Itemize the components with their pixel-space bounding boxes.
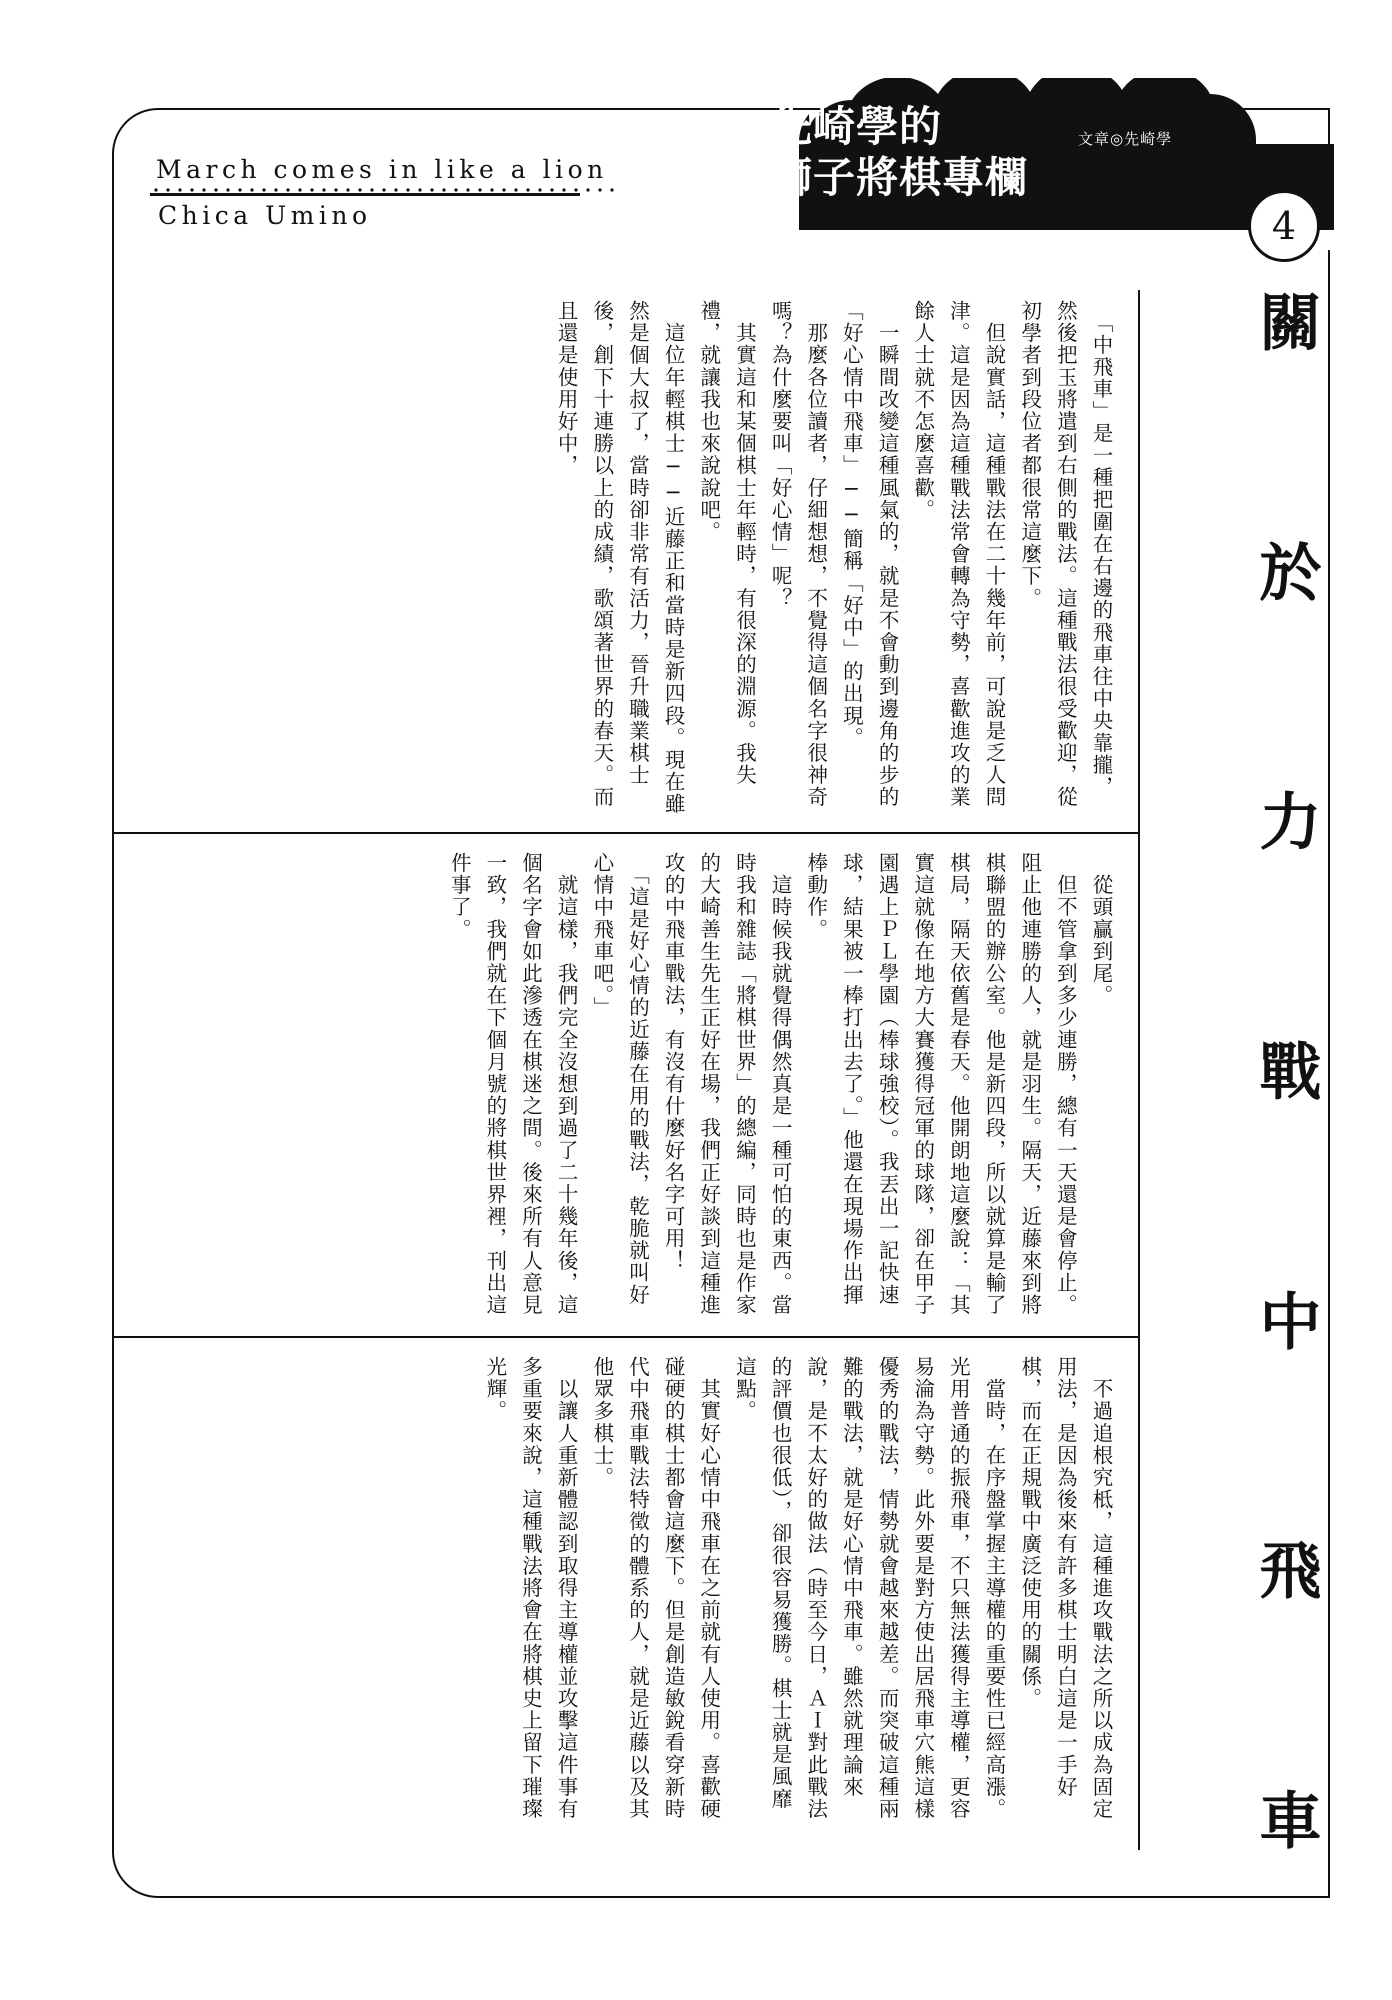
dotted-divider xyxy=(150,188,620,192)
paragraph: 就這樣，我們完全沒想到過了二十幾年後，這個名字會如此滲透在棋迷之間。後來所有人意見一致，我們就在下個月號的將棋世界裡，刊出這件事了。 xyxy=(447,852,579,1317)
paragraph: 但說實話，這種戰法在二十幾年前，可說是乏人問津。這是因為這種戰法常會轉為守勢，喜歡進攻的業餘人士就不怎麼喜歡。 xyxy=(910,300,1007,809)
page-number-badge: 4 xyxy=(1248,190,1320,262)
author-credit: 文章◎先崎學 xyxy=(1078,130,1173,148)
headline-char-3: 戰 xyxy=(1249,1038,1322,1101)
paragraph: 一瞬間改變這種風氣的，就是不會動到邊角的步的「好心情中飛車」──簡稱「好中」的出現。 xyxy=(839,300,900,809)
paragraph: 那麼各位讀者，仔細想想，不覺得這個名字很神奇嗎？為什麼要叫「好心情」呢？ xyxy=(768,300,828,809)
cloud-title-text xyxy=(770,102,1029,202)
body-section-2 xyxy=(128,852,1118,1322)
headline-char-5: 飛 xyxy=(1249,1538,1322,1601)
paragraph: 這位年輕棋士──近藤正和當時是新四段。現在雖然是個大叔了，當時卻非常有活力，晉升職業棋士後，創下十連勝以上的成績，歌頌著世界的春天。而且還是使用好中， xyxy=(554,300,686,816)
paragraph: 當時，在序盤掌握主導權的重要性已經高漲。光用普通的振飛車，不只無法獲得主導權，更容易淪為守勢。此外要是對方使出居飛車穴熊這樣優秀的戰法，情勢就會越來越差。而突破這種兩難的戰法，就是好心情中飛車。雖然就理論來說，是不太好的做法（時至今日，ＡＩ對此戰法的評價也很低），卻很容易獲勝。棋士就是風靡這點。 xyxy=(732,1356,1007,1821)
headline-char-2: 力 xyxy=(1249,789,1322,852)
paragraph: 「這是好心情的近藤在用的戰法，乾脆就叫好心情中飛車吧。」 xyxy=(589,852,650,1306)
headline-char-4: 中 xyxy=(1249,1288,1322,1351)
english-author-name: Chica Umino xyxy=(158,201,372,230)
headline-char-6: 車 xyxy=(1249,1787,1322,1850)
section-divider-2 xyxy=(114,1336,1140,1338)
paragraph: 其實好心情中飛車在之前就有人使用。喜歡硬碰硬的棋士都會這麼下。但是創造敏銳看穿新時代中飛車戰法特徵的體系的人，就是近藤以及其他眾多棋士。 xyxy=(589,1356,721,1821)
solid-divider xyxy=(150,193,580,196)
body-section-1 xyxy=(128,300,1118,820)
cloud-title-line1: 先崎學的 xyxy=(770,102,943,151)
paragraph: 從頭贏到尾。 xyxy=(1089,852,1113,1007)
section-divider-1 xyxy=(114,832,1140,834)
cloud-title-line2: 獅子將棋專欄 xyxy=(770,152,1029,202)
paragraph: 這時候我就覺得偶然真是一種可怕的東西。當時我和雜誌「將棋世界」的總編，同時也是作家的大崎善生先生正好在場，我們正好談到這種進攻的中飛車戰法，有沒有什麼好名字可用！ xyxy=(661,852,793,1317)
article-headline xyxy=(1212,290,1330,1850)
paragraph: 以讓人重新體認到取得主導權並攻擊這件事有多重要來說，這種戰法將會在將棋史上留下璀璨光輝。 xyxy=(482,1356,579,1821)
headline-char-0: 關 xyxy=(1249,290,1322,352)
body-section-3 xyxy=(128,1356,1118,1826)
headline-separator-rule xyxy=(1138,290,1140,1850)
paragraph: 不過追根究柢，這種進攻戰法之所以成為固定用法，是因為後來有許多棋士明白這是一手好棋，而在正規戰中廣泛使用的關係。 xyxy=(1017,1356,1113,1821)
paragraph: 「中飛車」是一種把圍在右邊的飛車往中央靠攏，然後把玉將遣到右側的戰法。這種戰法很受歡迎，從初學者到段位者都很常這麼下。 xyxy=(1017,300,1113,809)
paragraph: 但不管拿到多少連勝，總有一天還是會停止。阻止他連勝的人，就是羽生。隔天，近藤來到將棋聯盟的辦公室。他是新四段，所以就算是輸了棋局，隔天依舊是春天。他開朗地這麼說：「其實這就像在地方大賽獲得冠軍的球隊，卻在甲子園遇上ＰＬ學園（棒球強校）。我丟出一記快速球，結果被一棒打出去了。」他還在現場作出揮棒動作。 xyxy=(803,852,1078,1317)
headline-char-1: 於 xyxy=(1249,539,1322,602)
paragraph: 其實這和某個棋士年輕時，有很深的淵源。我失禮，就讓我也來說說吧。 xyxy=(696,300,757,787)
english-series-title: March comes in like a lion xyxy=(156,155,608,184)
